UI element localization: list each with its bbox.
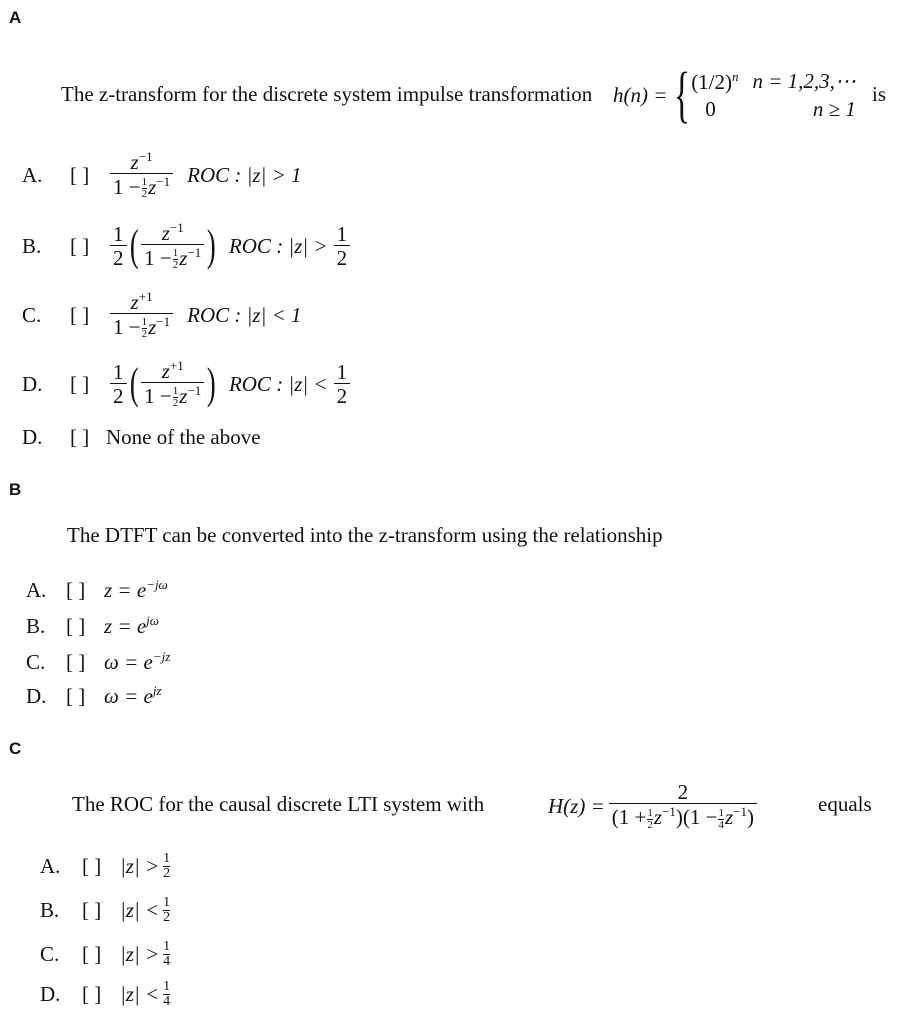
roc-condition: |z| >: [120, 942, 160, 966]
option-letter: D.: [40, 982, 61, 1006]
checkbox[interactable]: [ ]: [70, 233, 90, 258]
section-c-option-c[interactable]: [40, 940, 171, 969]
checkbox[interactable]: [ ]: [70, 371, 90, 396]
option-letter: D.: [22, 425, 43, 449]
relation: ω = e: [104, 684, 153, 708]
case1-exp: n: [732, 68, 739, 84]
checkbox[interactable]: [ ]: [70, 302, 90, 327]
option-letter: A.: [40, 854, 61, 878]
system-fraction: 2 (1 + $\frac{1}{2}$ $z^{-1})(1$ − $\frac{1}{4}$ $z^{-1}$): [609, 781, 757, 831]
checkbox[interactable]: [ ]: [66, 684, 86, 708]
h-lhs: h(n) =: [613, 82, 668, 107]
option-letter: A.: [26, 578, 47, 602]
case1-expr: (1/2): [691, 69, 733, 94]
right-paren: ): [207, 221, 217, 270]
impulse-response-definition: [613, 60, 856, 130]
checkbox[interactable]: [ ]: [82, 854, 102, 878]
checkbox[interactable]: [ ]: [66, 578, 86, 602]
exponent: −jω: [146, 577, 168, 592]
H-lhs: H(z) =: [548, 793, 605, 818]
system-function: [548, 774, 757, 838]
section-a-stem-end: is: [872, 82, 887, 106]
option-letter: B.: [22, 233, 42, 258]
roc-condition: ROC : |z| <: [228, 371, 328, 396]
section-a-option-none[interactable]: [22, 425, 261, 450]
roc-fraction: $\frac{1}{2}$: [334, 223, 351, 269]
checkbox[interactable]: [ ]: [66, 650, 86, 674]
roc-condition: ROC : |z| < 1: [187, 302, 302, 327]
section-c-option-b[interactable]: [40, 896, 171, 925]
section-a-option-d[interactable]: [22, 356, 350, 412]
checkbox[interactable]: [ ]: [82, 982, 102, 1006]
option-letter: D.: [22, 371, 43, 396]
cases-grid: [691, 69, 856, 122]
left-paren: (: [129, 359, 139, 408]
section-c-label: C: [9, 739, 22, 758]
option-letter: D.: [26, 684, 47, 708]
section-c-stem: The ROC for the causal discrete LTI system with: [72, 792, 485, 816]
relation: z = e: [104, 614, 147, 638]
case2-cond: n ≥ 1: [812, 96, 856, 121]
option-text: None of the above: [106, 425, 261, 449]
exponent: jz: [152, 683, 162, 698]
roc-fraction: $\frac{1}{2}$: [334, 361, 351, 407]
roc-fraction: 1 2: [163, 851, 171, 881]
section-c-option-a[interactable]: [40, 852, 171, 881]
roc-condition: |z| >: [120, 854, 160, 878]
case-brace: {: [674, 61, 691, 129]
roc-condition: ROC : |z| > 1: [187, 162, 302, 187]
transfer-fraction: $z^{+1}$ 1 − $\frac{1}{2}$ $z^{-1}$: [141, 359, 204, 410]
option-letter: C.: [40, 942, 60, 966]
section-b-option-b[interactable]: [26, 613, 159, 639]
exponent: −jz: [152, 649, 171, 664]
section-a-option-c[interactable]: [22, 290, 302, 340]
transfer-fraction: $z^{+1}$ 1 − $\frac{1}{2}$ $z^{-1}$: [110, 290, 173, 341]
relation: ω = e: [104, 650, 153, 674]
roc-fraction: 1 2: [163, 895, 171, 925]
case1-cond: n = 1,2,3,⋯: [752, 68, 856, 93]
option-letter: C.: [26, 650, 46, 674]
option-letter: C.: [22, 302, 42, 327]
option-letter: A.: [22, 162, 43, 187]
left-paren: (: [129, 221, 139, 270]
checkbox[interactable]: [ ]: [82, 898, 102, 922]
relation: z = e: [104, 578, 147, 602]
roc-condition: |z| <: [120, 898, 160, 922]
section-a-label: A: [9, 8, 22, 27]
checkbox[interactable]: [ ]: [70, 425, 90, 449]
scale-fraction: $\frac{1}{2}$: [110, 361, 127, 407]
section-b-label: B: [9, 480, 22, 499]
scale-fraction: $\frac{1}{2}$: [110, 223, 127, 269]
transfer-fraction: $z^{-1}$ 1 − $\frac{1}{2}$ $z^{-1}$: [110, 150, 173, 201]
section-b-option-d[interactable]: [26, 683, 162, 709]
option-letter: B.: [26, 614, 46, 638]
section-c-stem-end: equals: [818, 792, 872, 816]
option-letter: B.: [40, 898, 60, 922]
roc-fraction: 1 4: [163, 939, 171, 969]
section-b-stem: The DTFT can be converted into the z-transform using the relationship: [67, 523, 663, 547]
right-paren: ): [207, 359, 217, 408]
transfer-fraction: $z^{-1}$ 1 − $\frac{1}{2}$ $z^{-1}$: [141, 221, 204, 272]
roc-fraction: 1 4: [163, 979, 171, 1009]
section-b-option-c[interactable]: [26, 649, 170, 675]
checkbox[interactable]: [ ]: [66, 614, 86, 638]
roc-condition: |z| <: [120, 982, 160, 1006]
section-a-stem: The z-transform for the discrete system impulse transformation: [61, 82, 593, 106]
section-a-option-b[interactable]: [22, 218, 350, 274]
section-c-option-d[interactable]: [40, 980, 171, 1009]
section-a-option-a[interactable]: [22, 150, 302, 200]
roc-condition: ROC : |z| >: [228, 233, 328, 258]
section-b-option-a[interactable]: [26, 577, 168, 603]
case2-expr: 0: [705, 96, 716, 121]
checkbox[interactable]: [ ]: [70, 162, 90, 187]
checkbox[interactable]: [ ]: [82, 942, 102, 966]
exponent: jω: [146, 613, 159, 628]
